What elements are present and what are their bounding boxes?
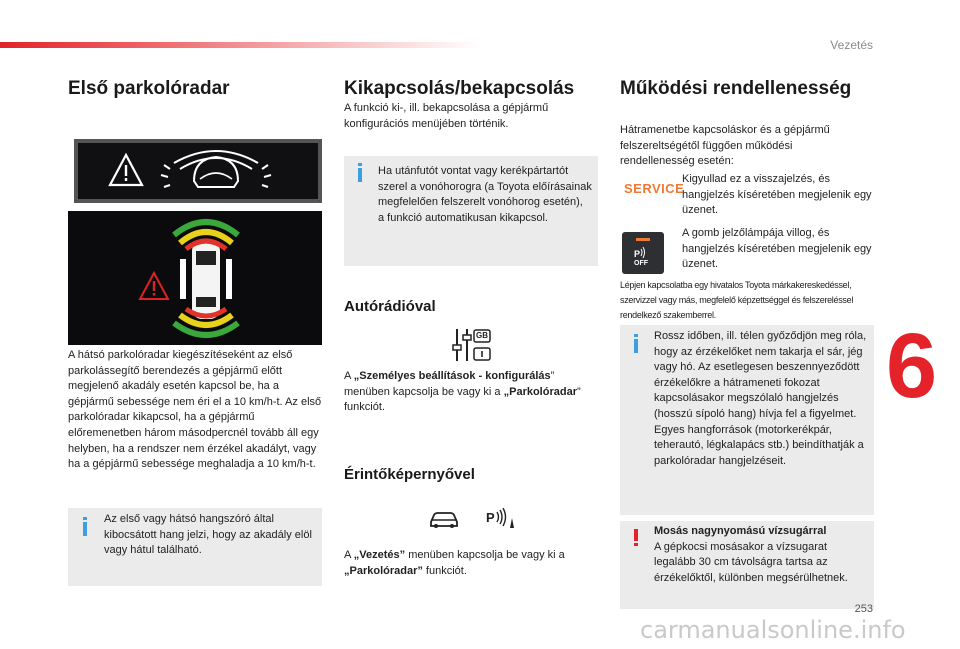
language-label: GB bbox=[476, 331, 488, 340]
radio-instructions: A „Személyes beállítások - konfigurálás” menüben kapcsolja be vagy ki a „Parkolóradar” funkciót. bbox=[344, 370, 581, 414]
parking-sensor-icon bbox=[486, 508, 516, 530]
service-warning-light: SERVICE bbox=[624, 181, 685, 196]
touchscreen-section-title: Érintőképernyővel bbox=[344, 466, 475, 483]
col2-title: Kikapcsolás/bekapcsolás bbox=[344, 78, 575, 99]
col2-intro-text: A funkció ki-, ill. bekapcsolása a gépjármű konfigurációs menüjében történik. bbox=[344, 102, 549, 130]
touchscreen-instructions: A „Vezetés” menüben kapcsolja be vagy ki a „Parkolóradar” funkciót. bbox=[344, 549, 565, 577]
info-icon bbox=[358, 168, 362, 182]
front-radar-display-image bbox=[74, 139, 322, 203]
settings-sliders-icon bbox=[452, 325, 492, 365]
radio-section-title: Autórádióval bbox=[344, 298, 436, 315]
col2-info-text: Ha utánfutót vontat vagy kerékpártartót szerel a vonóhorogra (a Toyota előírásainak megfelelően felszerelt vonóhorog esetén), a funkció automatikusan kikapcsol. bbox=[378, 165, 592, 224]
section-name: Vezetés bbox=[830, 38, 873, 52]
col3-title: Működési rendellenesség bbox=[620, 78, 852, 99]
warning-text: A gépkocsi mosásakor a vízsugarat legalább 30 cm távolságra tartsa az érzékelőktől, különben megsérülhetnek. bbox=[654, 540, 848, 584]
col3-warning-panel bbox=[620, 521, 874, 609]
watermark-text: carmanualsonline.info bbox=[640, 616, 906, 644]
parking-off-button-icon bbox=[622, 232, 664, 274]
col1-title: Első parkolóradar bbox=[68, 78, 230, 99]
page-number: 253 bbox=[854, 603, 873, 615]
radar-display-illustration bbox=[76, 141, 320, 201]
col1-body-text: A hátsó parkolóradar kiegészítéseként az első parkolássegítő berendezés a gépjármű előtt megjelenő akadály esetén kapcsol be, ha a gépjármű sebessége nem éri el a 10 km/h-t. Az első parkolóradar kikapcsol, ha a gépjármű előremenetben három másodpercnél tovább áll egy helyben, ha a rendszer nem érzékel akadályt, vagy ha a gépjármű sebessége meghaladja a 10 km/h-t. bbox=[68, 349, 322, 471]
service-description: Kigyullad ez a visszajelzés, és hangjelzés kíséretében megjelenik egy üzenet. bbox=[682, 173, 872, 217]
col1-info-text: Az első vagy hátsó hangszóró által kibocsátott hang jelzi, hogy az akadály elöl vagy hátul található. bbox=[104, 513, 312, 557]
off-label: OFF bbox=[634, 260, 648, 267]
driving-car-icon bbox=[428, 508, 460, 530]
info-icon bbox=[634, 339, 638, 353]
col1-info-panel bbox=[68, 508, 322, 586]
col2-info-panel bbox=[344, 156, 598, 266]
col3-intro-text: Hátramenetbe kapcsoláskor és a gépjármű felszereltségétől függően működési rendellenesség esetén: bbox=[620, 124, 830, 168]
dealer-contact-note: Lépjen kapcsolatba egy hivatalos Toyota márkakereskedéssel, szervizzel vagy más, megfelelő képzettséggel és felszereléssel rendelkező szakemberrel. bbox=[620, 280, 854, 320]
warning-exclamation-icon bbox=[634, 529, 638, 541]
col3-info-text: Rossz időben, ill. télen győződjön meg róla, hogy az érzékelőket nem takarja el sár, jég vagy hó. Az esetlegesen beszennyeződött érzékelőkre a hátrameneti fokozat kapcsolásakor megszólaló hangjelzés (hosszú sípoló hang) hívja fel a figyelmet. Egyes hangforrások (motorkerékpár, teherautó, légkalapács stb.) beindíthatják a parkolóradar hangjelzéseit. bbox=[654, 330, 867, 467]
poff-description: A gomb jelzőlámpája villog, és hangjelzés kíséretében megjelenik egy üzenet. bbox=[682, 227, 872, 271]
svg-text:P: P bbox=[634, 249, 641, 259]
svg-text:P: P bbox=[486, 510, 495, 525]
info-icon bbox=[83, 522, 87, 536]
col3-info-panel bbox=[620, 325, 874, 515]
warning-title: Mosás nagynyomású vízsugárral bbox=[654, 525, 827, 537]
header-accent-bar bbox=[0, 42, 480, 48]
chapter-number: 6 bbox=[886, 315, 938, 417]
parking-radar-screen-image bbox=[68, 211, 322, 345]
parking-radar-illustration bbox=[68, 211, 322, 345]
